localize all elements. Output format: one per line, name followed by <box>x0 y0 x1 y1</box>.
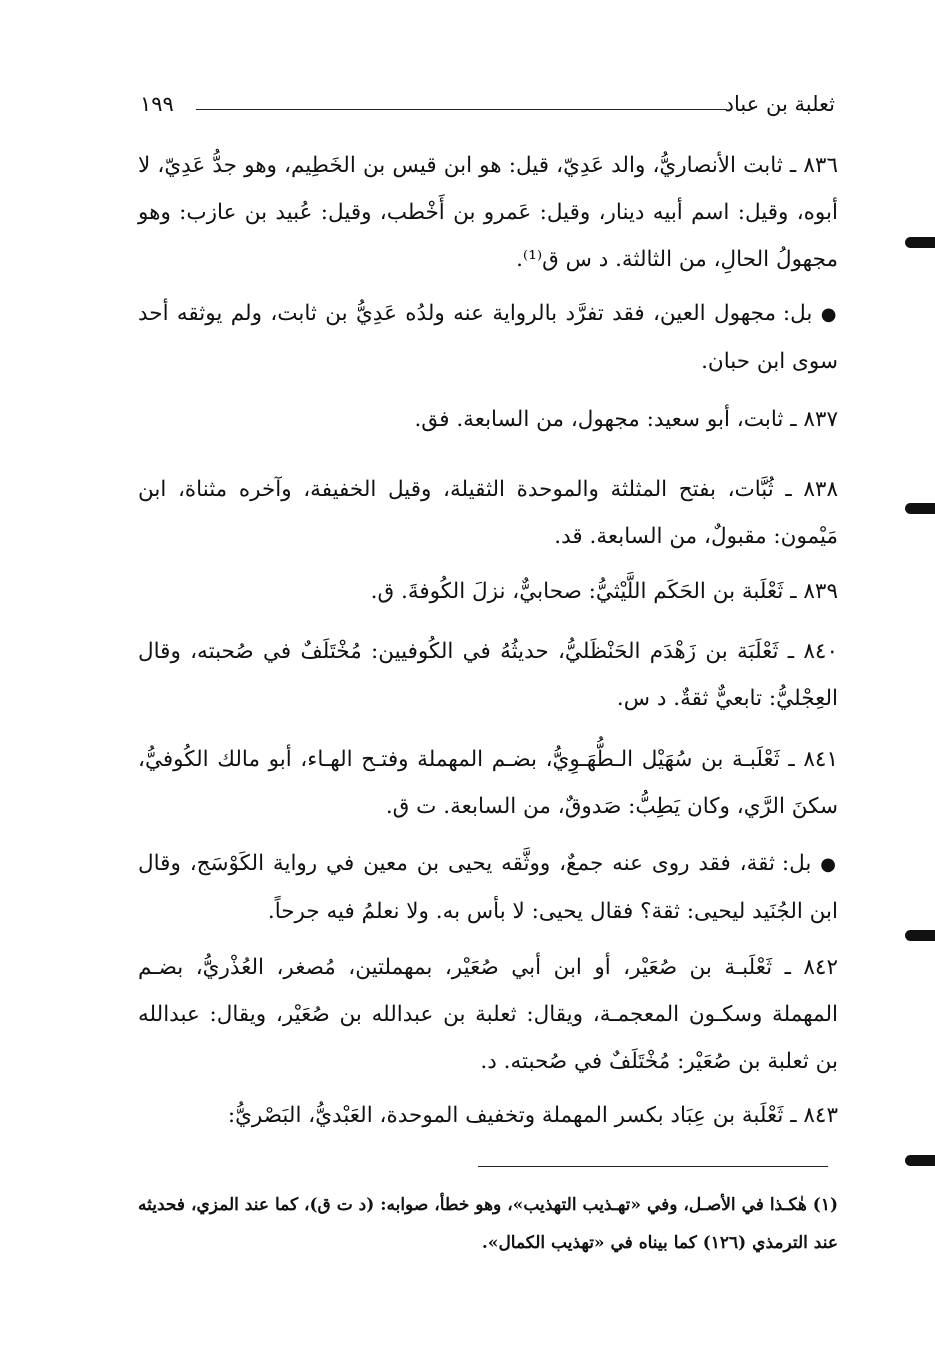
header-rule <box>196 109 727 110</box>
entry-841 <box>138 736 838 830</box>
bullet-icon: ● <box>820 304 838 325</box>
bullet-icon: ● <box>820 854 838 875</box>
entry-838 <box>138 466 838 560</box>
entry-text: ٨٤٢ ـ ثَعْلَبـة بن صُعَيْر، أو ابن أبي صُعَيْر، بمهملتين، مُصغر، العُذْريُّ، بضـم المهملة وسكـون المعجمـة، ويقال: ثعلبة بن عبدالله بن صُعَيْر، ويقال: عبدالله بن ثعلبة بن صُعَيْر: مُخْتَلَفٌ في صُحبته. د. <box>138 955 838 1074</box>
entry-837 <box>138 396 838 443</box>
running-title: ثعلبة بن عباد <box>724 92 835 116</box>
entry-text: ٨٣٩ ـ ثَعْلَبة بن الحَكَم اللَّيْثيُّ: صحابيٌّ، نزلَ الكُوفةَ. ق. <box>370 579 838 604</box>
entry-842 <box>138 944 838 1085</box>
footnote-rule <box>478 1166 828 1167</box>
page-number: ١٩٩ <box>140 92 174 116</box>
page-edge-mark <box>905 503 935 514</box>
footnote <box>138 1186 838 1262</box>
page-edge-mark <box>905 237 935 248</box>
comment-text: بل: ثقة، فقد روى عنه جمعٌ، ووثَّقه يحيى بن معين في رواية الكَوْسَج، وقال ابن الجُنَيد ليحيى: ثقة؟ فقال يحيى: لا بأس به. ولا نعلمُ فيه جرحاً. <box>138 851 838 924</box>
entry-text: ٨٣٦ ـ ثابت الأنصاريُّ، والد عَدِيّ، قيل: هو ابن قيس بن الخَطِيم، وهو جدُّ عَدِيّ، لا أبوه، وقيل: اسم أبيه دينار، وقيل: عَمرو بن أَخْطب، وقيل: عُبيد بن عازب: وهو مجهولُ الحالِ، من الثالثة. د س ق⁽¹⁾. <box>138 153 838 272</box>
comment-text: بل: مجهول العين، فقد تفرَّد بالرواية عنه ولدُه عَدِيُّ بن ثابت، ولم يوثقه أحد سوى ابن حبان. <box>138 301 838 374</box>
footnote-text: (١) هٰكـذا في الأصـل، وفي «تهـذيب التهذيب»، وهو خطأ، صوابه: (د ت ق)، كما عند المزي، فحديثه عند الترمذي (١٢٦) كما بيناه في «تهذيب الكمال». <box>138 1195 838 1253</box>
entry-text: ٨٣٨ ـ ثُبَّات، بفتح المثلثة والموحدة الثقيلة، وقيل الخفيفة، وآخره مثناة، ابن مَيْمون: مقبولٌ، من السابعة. قد. <box>138 477 838 549</box>
entry-text: ٨٣٧ ـ ثابت، أبو سعيد: مجهول، من السابعة. فق. <box>414 407 838 432</box>
page-edge-mark <box>905 930 935 941</box>
entry-843 <box>138 1092 838 1139</box>
entry-839 <box>138 568 838 615</box>
entry-text: ٨٤١ ـ ثَعْلَبـة بن سُهَيْل الـطُّهَـوِيُّ، بضـم المهملة وفتـح الهـاء، أبو مالك الكُوفيُّ، سكنَ الرَّي، وكان يَطِبُّ: صَدوقٌ، من السابعة. ت ق. <box>138 747 838 819</box>
entry-840 <box>138 628 838 722</box>
comment-841 <box>138 840 838 935</box>
entry-836 <box>138 142 838 283</box>
running-header <box>140 92 835 122</box>
comment-836 <box>138 290 838 385</box>
page-edge-mark <box>905 1155 935 1166</box>
entry-text: ٨٤٠ ـ ثَعْلَبَة بن زَهْدَم الحَنْظَليُّ، حديثُهُ في الكُوفيين: مُخْتَلَفٌ في صُحبته، وقال العِجْليُّ: تابعيٌّ ثقةٌ. د س. <box>138 639 838 711</box>
entry-text: ٨٤٣ ـ ثَعْلَبة بن عِبَاد بكسر المهملة وتخفيف الموحدة، العَبْديُّ، البَصْريُّ: <box>227 1103 838 1128</box>
